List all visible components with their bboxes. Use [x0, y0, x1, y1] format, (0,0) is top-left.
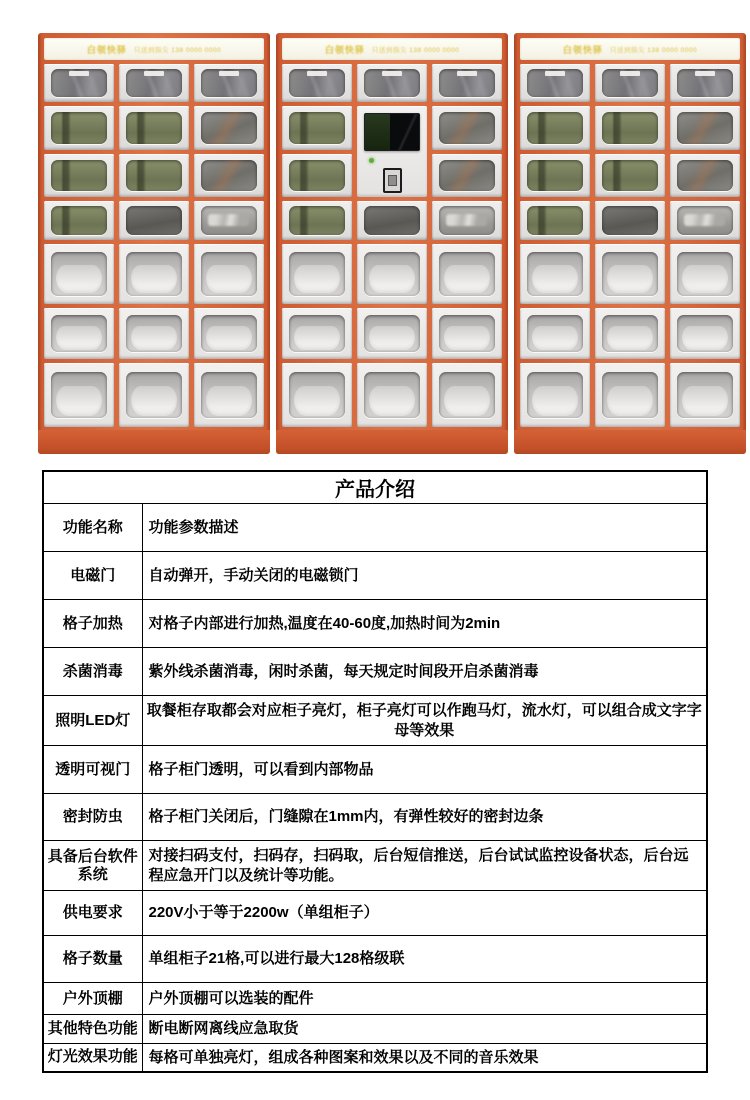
spec-row [43, 891, 707, 936]
locker-door[interactable] [119, 308, 189, 359]
spec-feature-desc: 每格可单独亮灯，组成各种图案和效果以及不同的音乐效果 [142, 1044, 707, 1072]
door-label-sticker [457, 71, 477, 76]
door-window [439, 315, 495, 352]
spec-feature-name: 密封防虫 [43, 794, 142, 841]
spec-feature-desc: 户外顶棚可以选装的配件 [142, 983, 707, 1015]
door-window [51, 160, 107, 191]
locker-door[interactable] [520, 201, 590, 240]
spec-feature-desc: 单组柜子21格,可以进行最大128格级联 [142, 936, 707, 983]
door-window [126, 112, 182, 144]
banner-slogan-text: 只送到指尖 138 0000 0000 [609, 46, 698, 54]
door-window [439, 112, 495, 144]
qr-scanner-icon[interactable] [383, 168, 402, 193]
locker-door[interactable] [282, 201, 352, 240]
cabinet-base [38, 430, 270, 454]
locker-door[interactable] [595, 363, 665, 427]
locker-cabinet-3 [514, 33, 746, 454]
door-window [201, 69, 257, 96]
locker-door[interactable] [44, 154, 114, 197]
locker-door[interactable] [119, 244, 189, 304]
locker-door[interactable] [194, 308, 264, 359]
spec-row [43, 552, 707, 600]
door-window [677, 372, 733, 418]
banner-brand-text: 白领快驿 [562, 44, 603, 55]
door-grid [282, 64, 502, 427]
spec-row [43, 504, 707, 552]
spec-feature-name: 照明LED灯 [43, 696, 142, 746]
locker-door[interactable] [670, 201, 740, 240]
door-window [364, 69, 420, 96]
door-window [527, 315, 583, 352]
door-window [126, 206, 182, 234]
door-window [602, 372, 658, 418]
door-window [289, 252, 345, 295]
locker-door[interactable] [44, 106, 114, 150]
banner-brand-text: 白领快驿 [324, 44, 365, 55]
touch-screen-icon[interactable] [364, 113, 420, 151]
locker-cabinet-2 [276, 33, 508, 454]
locker-door[interactable] [357, 363, 427, 427]
locker-door[interactable] [119, 363, 189, 427]
door-window [126, 69, 182, 96]
locker-door[interactable] [432, 201, 502, 240]
door-window [602, 160, 658, 191]
locker-door[interactable] [595, 154, 665, 197]
spec-table-title: 产品介绍 [43, 471, 707, 504]
locker-door[interactable] [44, 308, 114, 359]
door-window [527, 252, 583, 295]
door-window [677, 315, 733, 352]
door-grid [520, 64, 740, 427]
door-window [602, 206, 658, 234]
locker-door[interactable] [282, 64, 352, 102]
cabinet-banner [520, 38, 740, 60]
locker-door[interactable] [119, 201, 189, 240]
locker-door[interactable] [194, 64, 264, 102]
locker-door[interactable] [670, 363, 740, 427]
door-window [289, 160, 345, 191]
locker-door[interactable] [282, 363, 352, 427]
product-photo [38, 33, 746, 454]
door-window [677, 112, 733, 144]
door-label-sticker [69, 71, 89, 76]
banner-brand-text: 白领快驿 [86, 44, 127, 55]
locker-door[interactable] [432, 106, 502, 150]
spec-row [43, 983, 707, 1015]
door-window [602, 315, 658, 352]
door-window [289, 315, 345, 352]
door-window [289, 206, 345, 234]
screen-glass [390, 114, 419, 150]
spec-feature-desc: 功能参数描述 [142, 504, 707, 552]
door-label-sticker [620, 71, 640, 76]
locker-door[interactable] [44, 201, 114, 240]
scanner-window [388, 175, 397, 186]
door-window [201, 160, 257, 191]
locker-door[interactable] [282, 106, 352, 150]
locker-door[interactable] [520, 308, 590, 359]
door-window [527, 206, 583, 234]
product-spec-table [42, 470, 708, 1073]
locker-door[interactable] [595, 244, 665, 304]
locker-door[interactable] [282, 154, 352, 197]
spec-row [43, 746, 707, 794]
locker-door[interactable] [282, 308, 352, 359]
cabinet-banner [282, 38, 502, 60]
spec-feature-desc: 紫外线杀菌消毒，闲时杀菌，每天规定时间段开启杀菌消毒 [142, 648, 707, 696]
door-window [51, 69, 107, 96]
locker-door[interactable] [670, 106, 740, 150]
spec-feature-name: 功能名称 [43, 504, 142, 552]
cabinet-base [276, 430, 508, 454]
spec-row [43, 696, 707, 746]
locker-door[interactable] [357, 201, 427, 240]
spec-feature-name: 其他特色功能 [43, 1015, 142, 1044]
door-window [677, 160, 733, 191]
locker-door[interactable] [119, 106, 189, 150]
locker-door[interactable] [670, 64, 740, 102]
door-window [289, 69, 345, 96]
door-label-sticker [545, 71, 565, 76]
door-window [51, 206, 107, 234]
door-window [602, 112, 658, 144]
door-window [126, 160, 182, 191]
spec-feature-desc: 断电断网离线应急取货 [142, 1015, 707, 1044]
status-led-icon [369, 158, 374, 163]
locker-door[interactable] [194, 154, 264, 197]
door-window [51, 315, 107, 352]
door-grid [44, 64, 264, 427]
locker-door[interactable] [670, 154, 740, 197]
locker-door[interactable] [595, 308, 665, 359]
spec-feature-desc: 格子柜门透明，可以看到内部物品 [142, 746, 707, 794]
locker-door[interactable] [595, 106, 665, 150]
locker-door[interactable] [520, 244, 590, 304]
door-window [602, 252, 658, 295]
door-window [201, 252, 257, 295]
banner-slogan-text: 只送到指尖 138 0000 0000 [133, 46, 222, 54]
locker-door[interactable] [432, 244, 502, 304]
door-window [439, 69, 495, 96]
door-window [126, 315, 182, 352]
door-window [51, 252, 107, 295]
cabinet-base [514, 430, 746, 454]
cabinet-banner [44, 38, 264, 60]
spec-feature-desc: 自动弹开，手动关闭的电磁锁门 [142, 552, 707, 600]
locker-door[interactable] [282, 244, 352, 304]
door-window [364, 315, 420, 352]
spec-row [43, 794, 707, 841]
door-window [677, 206, 733, 234]
locker-door[interactable] [432, 308, 502, 359]
door-label-sticker [219, 71, 239, 76]
spec-feature-name: 供电要求 [43, 891, 142, 936]
door-window [439, 252, 495, 295]
spec-row [43, 600, 707, 648]
locker-door[interactable] [194, 244, 264, 304]
locker-door[interactable] [44, 64, 114, 102]
door-window [527, 160, 583, 191]
spec-row [43, 841, 707, 891]
door-window [289, 112, 345, 144]
locker-door[interactable] [119, 154, 189, 197]
spec-feature-name: 电磁门 [43, 552, 142, 600]
spec-feature-desc: 对格子内部进行加热,温度在40-60度,加热时间为2min [142, 600, 707, 648]
locker-door[interactable] [520, 64, 590, 102]
spec-feature-desc: 格子柜门关闭后，门缝隙在1mm内，有弹性较好的密封边条 [142, 794, 707, 841]
door-window [201, 372, 257, 418]
spec-row [43, 936, 707, 983]
door-label-sticker [695, 71, 715, 76]
locker-door[interactable] [520, 363, 590, 427]
spec-feature-name: 透明可视门 [43, 746, 142, 794]
door-window [201, 112, 257, 144]
spec-feature-name: 格子数量 [43, 936, 142, 983]
locker-door[interactable] [432, 363, 502, 427]
banner-slogan-text: 只送到指尖 138 0000 0000 [371, 46, 460, 54]
spec-feature-desc: 对接扫码支付，扫码存，扫码取，后台短信推送，后台试试监控设备状态，后台远程应急开门以及统计等功能。 [142, 841, 707, 891]
door-window [677, 69, 733, 96]
locker-door[interactable] [520, 154, 590, 197]
door-label-sticker [382, 71, 402, 76]
spec-feature-name: 杀菌消毒 [43, 648, 142, 696]
spec-row [43, 1015, 707, 1044]
door-window [289, 372, 345, 418]
door-window [527, 372, 583, 418]
door-window [527, 112, 583, 144]
door-window [602, 69, 658, 96]
door-label-sticker [307, 71, 327, 76]
spec-feature-name: 灯光效果功能 [43, 1044, 142, 1072]
spec-feature-name: 具备后台软件系统 [43, 841, 142, 891]
locker-door[interactable] [595, 64, 665, 102]
door-window [51, 112, 107, 144]
door-window [201, 206, 257, 234]
door-window [364, 252, 420, 295]
locker-door[interactable] [44, 244, 114, 304]
locker-door[interactable] [670, 244, 740, 304]
spec-feature-name: 户外顶棚 [43, 983, 142, 1015]
door-window [364, 372, 420, 418]
door-window [527, 69, 583, 96]
door-window [51, 372, 107, 418]
control-panel [357, 106, 427, 197]
locker-cabinet-1 [38, 33, 270, 454]
locker-door[interactable] [520, 106, 590, 150]
door-window [439, 372, 495, 418]
door-window [201, 315, 257, 352]
locker-door[interactable] [595, 201, 665, 240]
locker-door[interactable] [670, 308, 740, 359]
spec-feature-desc: 220V小于等于2200w（单组柜子） [142, 891, 707, 936]
locker-door[interactable] [194, 363, 264, 427]
spec-title-row [43, 471, 707, 504]
locker-door[interactable] [357, 308, 427, 359]
door-window [126, 372, 182, 418]
locker-door[interactable] [194, 201, 264, 240]
locker-door[interactable] [357, 64, 427, 102]
locker-door[interactable] [119, 64, 189, 102]
door-window [439, 206, 495, 234]
door-window [126, 252, 182, 295]
locker-door[interactable] [357, 244, 427, 304]
spec-row [43, 648, 707, 696]
spec-feature-desc: 取餐柜存取都会对应柜子亮灯，柜子亮灯可以作跑马灯，流水灯，可以组合成文字字母等效果 [142, 696, 707, 746]
locker-door[interactable] [432, 64, 502, 102]
locker-door[interactable] [194, 106, 264, 150]
locker-door[interactable] [432, 154, 502, 197]
spec-row [43, 1044, 707, 1072]
door-window [439, 160, 495, 191]
door-window [364, 206, 420, 234]
spec-feature-name: 格子加热 [43, 600, 142, 648]
door-label-sticker [144, 71, 164, 76]
spec-table-wrap [42, 470, 708, 1073]
screen-glow [365, 114, 390, 150]
door-window [677, 252, 733, 295]
locker-door[interactable] [44, 363, 114, 427]
